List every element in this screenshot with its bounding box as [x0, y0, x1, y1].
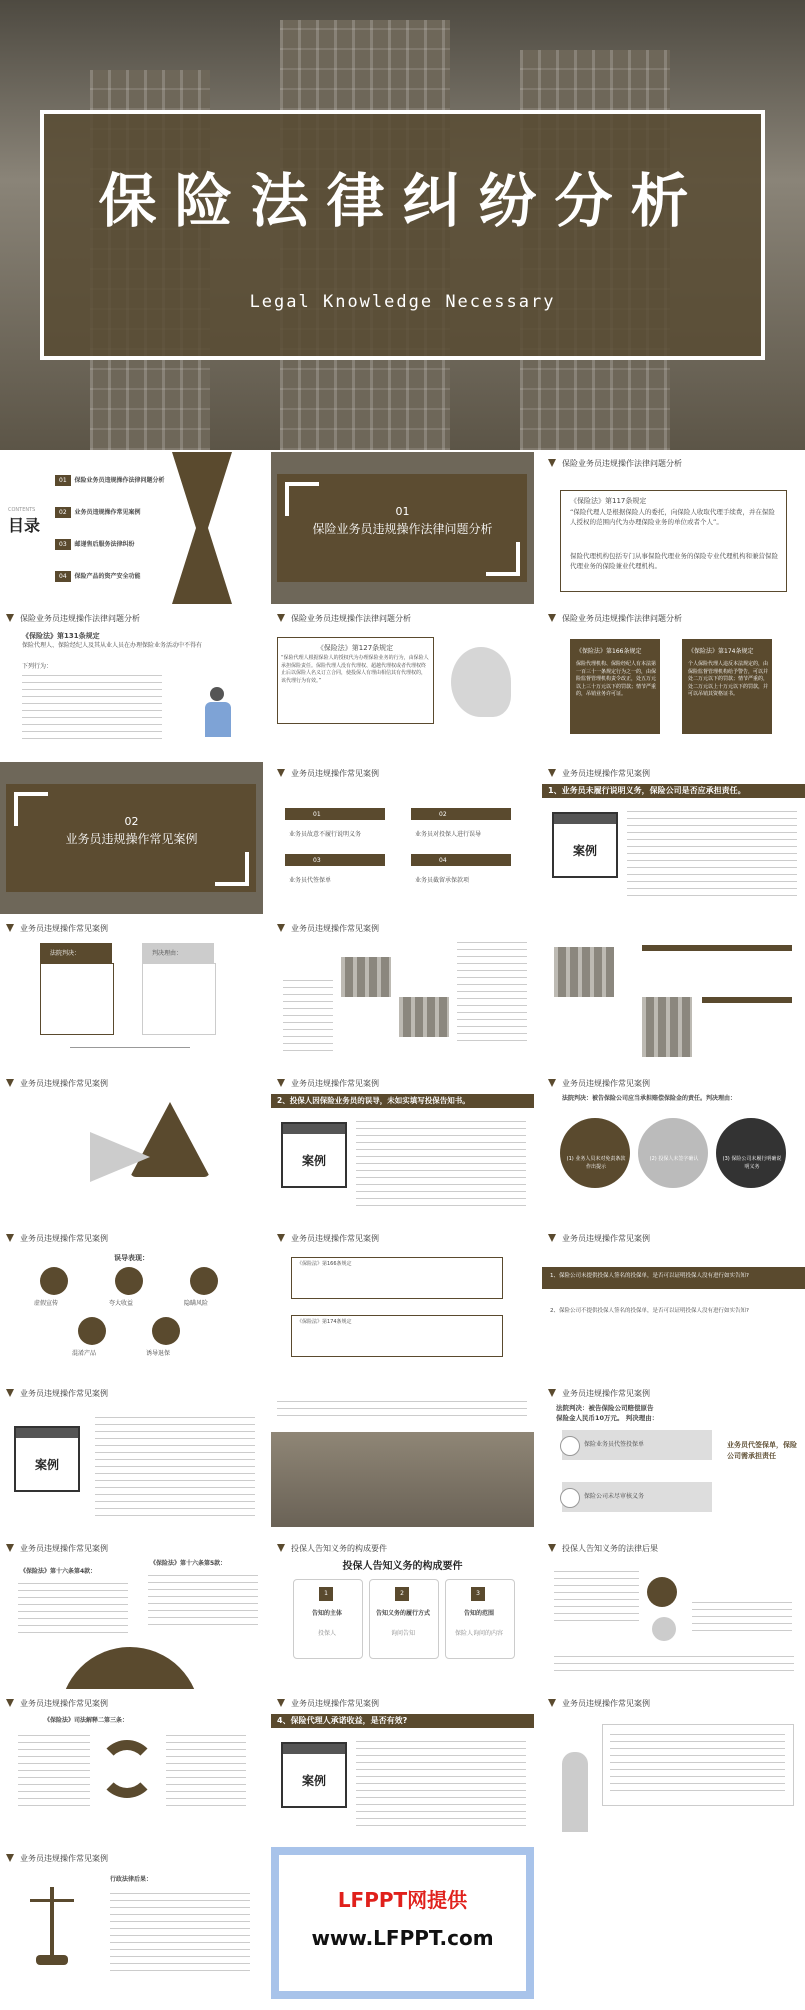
law166-title: 《保险法》第166条规定: [297, 1261, 352, 1267]
verdict-item: (2) 投保人未签字确认: [649, 1156, 699, 1162]
slide-buildings: [542, 917, 805, 1069]
toc-item: 04 保险产品的资产安全功能: [55, 572, 140, 581]
slide-case3: [0, 1382, 263, 1534]
dispute-item: 夸大收益: [109, 1300, 134, 1307]
slide-section-1: [271, 452, 534, 604]
slide-header: 业务员违规操作常见案例: [6, 1853, 108, 1864]
toc-label: 目录: [8, 516, 41, 535]
law131-intro: 保险代理人、保险经纪人及其从业人员在办理保险业务活动中不得有: [22, 642, 203, 649]
slide-header: 投保人告知义务的法律后果: [548, 1543, 658, 1554]
slide-header: 业务员违规操作常见案例: [277, 768, 379, 779]
slide-header: 保险业务员违规操作法律问题分析: [277, 613, 411, 624]
slide-header: 保险业务员违规操作法律问题分析: [548, 458, 682, 469]
process-title: 行政法律后果：: [110, 1876, 153, 1883]
section-number: 01: [395, 505, 410, 518]
section-title: 保险业务员违规操作法律问题分析: [312, 522, 493, 536]
dispute-title: 误导表现：: [114, 1254, 149, 1262]
verdict-item: (1) 业务人员未对免责条款作出提示: [566, 1156, 626, 1170]
verdict-item: (3) 保险公司未履行明确说明义务: [722, 1156, 782, 1170]
case-item: 业务员故意不履行说明义务: [289, 831, 362, 838]
slide-header: 投保人告知义务的构成要件: [277, 1543, 387, 1554]
slide-judgment: [542, 1382, 805, 1534]
slide-law131: [0, 607, 263, 759]
slide-header: 业务员违规操作常见案例: [6, 1543, 108, 1554]
slide-case2: [271, 1072, 534, 1224]
interp-title: 《保险法》司法解释二第三条：: [44, 1717, 129, 1724]
question-1: 1、保险公司未提供投保人签名的投保单，是否可以证明投保人没有进行如实告知?: [550, 1273, 749, 1279]
case-title: 4、保险代理人承诺收益，是否有效?: [271, 1714, 534, 1728]
constituent-heading: 告知的主体: [311, 1610, 342, 1617]
slide-law-interp: [0, 1692, 263, 1844]
case-item: 业务员代签保单: [289, 877, 332, 884]
constituent-num: 3: [471, 1587, 485, 1601]
slide-footer: [271, 1847, 534, 1999]
cover-subtitle: Legal Knowledge Necessary: [249, 292, 556, 312]
dispute-item: 混淆产品: [72, 1350, 97, 1357]
law117-title: 《保险法》第117条规定: [570, 497, 647, 505]
slide-law-images: [271, 917, 534, 1069]
law174-text: 个人保险代理人违反本法规定的，由保险监督管理机构给予警告，可以并处二万元以下的罚款；情节严重的，处二万元以上十万元以下的罚款，并可以吊销其资格证书。: [688, 661, 769, 697]
judgment-sub: 保险金人民币10万元。 判决理由：: [556, 1414, 659, 1422]
case-num: 03: [313, 857, 321, 864]
toc-item: 01 保险业务员违规操作法律问题分析: [55, 476, 164, 485]
slide-header: 业务员违规操作常见案例: [6, 1388, 108, 1399]
law16-title2: 《保险法》第十六条第5款：: [150, 1560, 227, 1567]
footer-line2: www.LFPPT.com: [311, 1926, 494, 1950]
calendar-icon: 案例: [281, 1742, 347, 1808]
head-icon: [451, 647, 511, 717]
slide-questions: [542, 1227, 805, 1379]
slide-dispute: [0, 1072, 263, 1224]
slide-law16: [0, 1537, 263, 1689]
case-num: 01: [313, 811, 321, 818]
law131-list: 下列行为：: [22, 663, 53, 670]
slide-toc: [0, 452, 263, 604]
slide-header: 业务员违规操作常见案例: [277, 1233, 379, 1244]
toc-item: 03 邮递售后服务法律纠纷: [55, 540, 134, 549]
slide-case1: [542, 762, 805, 914]
slide-header: 业务员违规操作常见案例: [6, 923, 108, 934]
slide-process: [0, 1847, 263, 1999]
slide-law166-174: [542, 607, 805, 759]
slide-verdict: [542, 1072, 805, 1224]
constituent-desc: 保险人询问的内容: [454, 1630, 503, 1637]
question-2: 2、保险公司不提供投保人签名的投保单，是否可以证明投保人没有进行如实告知?: [550, 1308, 749, 1314]
slide-header: 保险业务员违规操作法律问题分析: [6, 613, 140, 624]
reason-item: 保险业务员代签投保单: [584, 1441, 645, 1448]
law117-text: “保险代理人是根据保险人的委托，向保险人收取代理手续费，并在保险人授权的范围内代为办理保险业务的单位或者个人”。: [570, 508, 775, 526]
law174-title: 《保险法》第174条规定: [688, 648, 754, 655]
calendar-icon: 案例: [281, 1122, 347, 1188]
slide-law127: [271, 607, 534, 759]
slide-header: 业务员违规操作常见案例: [548, 1233, 650, 1244]
constituent-desc: 投保人: [317, 1630, 336, 1637]
constituent-num: 2: [395, 1587, 409, 1601]
slide-law117: [542, 452, 805, 604]
slide-header: 业务员违规操作常见案例: [548, 1388, 650, 1399]
constituent-heading: 告知的范围: [463, 1610, 494, 1617]
dispute-item: 诱导退保: [146, 1350, 171, 1357]
slide-header: 业务员违规操作常见案例: [277, 923, 379, 934]
ring-shape: [98, 1740, 156, 1798]
dispute-item: 虚假宣传: [34, 1300, 59, 1307]
case-item: 业务员对投保人进行误导: [415, 831, 482, 838]
slide-header: 业务员违规操作常见案例: [6, 1078, 108, 1089]
slide-consequences: [542, 1537, 805, 1689]
slide-misleading: [0, 1227, 263, 1379]
half-circle: [60, 1647, 200, 1689]
slide-header: 业务员违规操作常见案例: [548, 1078, 650, 1089]
triangle-shape: [130, 1102, 210, 1177]
slide-case4: [271, 1692, 534, 1844]
case-item: 业务员截留承保款项: [415, 877, 470, 884]
analysis-label: 判决理由：: [152, 950, 183, 957]
judgment-title: 法院判决：被告保险公司赔偿原告: [556, 1404, 654, 1412]
person-silhouette: [562, 1752, 588, 1832]
slide-law166-174b: [271, 1227, 534, 1379]
scale-icon: [50, 1887, 54, 1957]
slide-cases-list: [271, 762, 534, 914]
constituent-num: 1: [319, 1587, 333, 1601]
verdict-title: 法院判决：被告保险公司应当承担赔偿保险金的责任。判决理由：: [562, 1095, 737, 1102]
slide-header: 保险业务员违规操作法律问题分析: [548, 613, 682, 624]
law174-title: 《保险法》第174条规定: [297, 1319, 352, 1325]
slide-figure: [542, 1692, 805, 1844]
slide-header: 业务员违规操作常见案例: [6, 1698, 108, 1709]
slide-header: 业务员违规操作常见案例: [277, 1078, 379, 1089]
slide-constituent: [271, 1537, 534, 1689]
law166-title: 《保险法》第166条规定: [576, 648, 642, 655]
toc-item: 02 业务员违规操作常见案例: [55, 508, 140, 517]
section-number: 02: [124, 815, 139, 828]
case-title: 2、投保人因保险业务员的误导，未如实填写投保告知书。: [271, 1094, 534, 1108]
case-title: 1、业务员未履行说明义务，保险公司是否应承担责任。: [542, 784, 805, 798]
calendar-icon: 案例: [14, 1426, 80, 1492]
slide-header: 业务员违规操作常见案例: [548, 1698, 650, 1709]
law127-title: 《保险法》第127条规定: [316, 644, 394, 652]
conclusion: 业务员代签保单，保险公司需承担责任: [727, 1441, 797, 1460]
case-num: 02: [439, 811, 447, 818]
reason-item: 保险公司未尽审核义务: [584, 1493, 645, 1500]
section-title: 业务员违规操作常见案例: [65, 832, 198, 846]
slide-section-2: [0, 762, 263, 914]
analysis-label: 法院判决：: [50, 950, 81, 957]
cover-slide: [0, 0, 805, 450]
constituent-heading: 告知义务的履行方式: [375, 1610, 430, 1617]
slide-header: 业务员违规操作常见案例: [277, 1698, 379, 1709]
law166-text: 保险代理机构、保险经纪人有本法第一百三十一条规定行为之一的，由保险监督管理机构责令改正，处五万元以上三十万元以下的罚款；情节严重的，吊销业务许可证。: [576, 661, 657, 697]
slide-photo: [271, 1382, 534, 1534]
slide-header: 业务员违规操作常见案例: [6, 1233, 108, 1244]
contents-label: CONTENTS: [8, 507, 36, 513]
chevron-shape: [172, 452, 232, 604]
dispute-item: 隐瞒风险: [184, 1300, 209, 1307]
constituent-desc: 询问告知: [390, 1630, 415, 1637]
slide-analysis: [0, 917, 263, 1069]
slide-header: 业务员违规操作常见案例: [548, 768, 650, 779]
law131-title: 《保险法》第131条规定: [22, 632, 100, 640]
case-num: 04: [439, 857, 447, 864]
constituent-title: 投保人告知义务的构成要件: [342, 1561, 463, 1572]
law117-text2: 保险代理机构包括专门从事保险代理业务的保险专业代理机构和兼营保险代理业务的保险兼业代理机构。: [570, 552, 778, 570]
footer-line1: LFPPT网提供: [337, 1888, 468, 1912]
calendar-icon: 案例: [552, 812, 618, 878]
law127-text: “保险代理人根据保险人的授权代为办理保险业务的行为，由保险人承担保险责任。保险代理人没有代理权、超越代理权或者代理权终止后以保险人名义订立合同，使投保人有理由相信其有代理权的，该代理行为有效。”: [281, 655, 429, 684]
title-frame: [40, 110, 765, 360]
cover-title: 保险法律纠纷分析: [98, 167, 707, 235]
law16-title: 《保险法》第十六条第4款：: [20, 1568, 97, 1575]
